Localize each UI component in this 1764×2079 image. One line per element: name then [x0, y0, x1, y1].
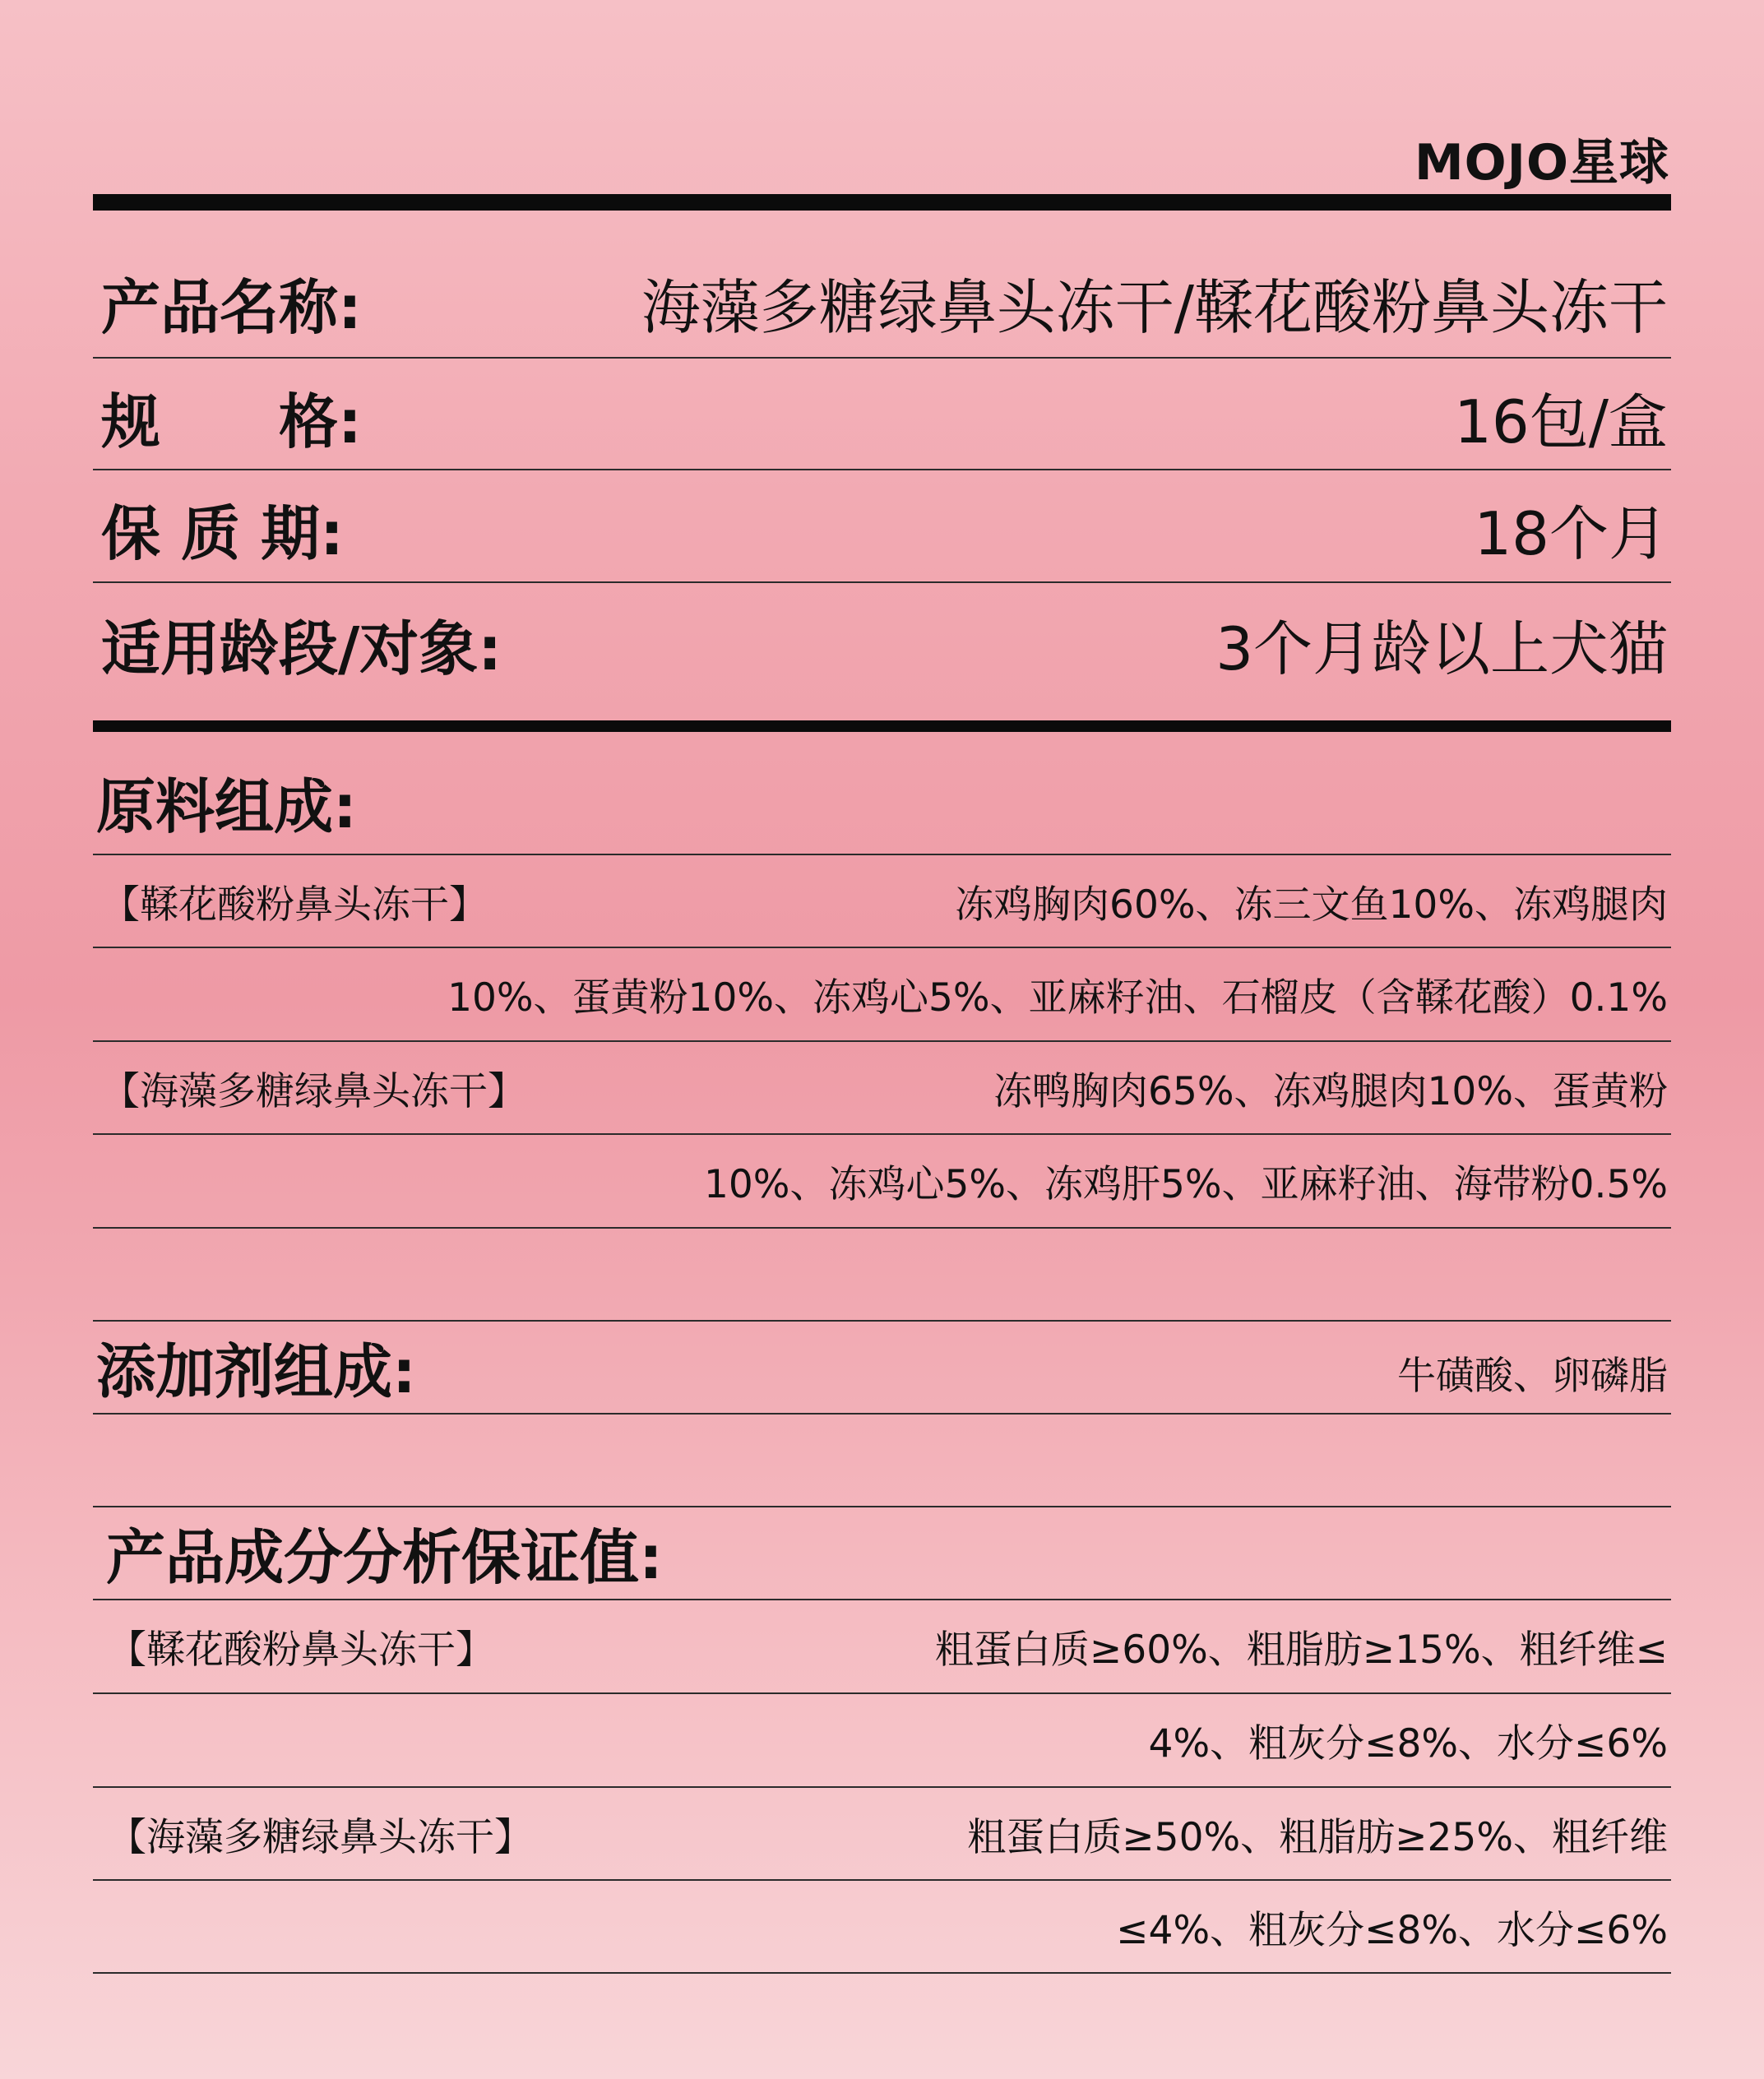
ingredient-product-label: 【鞣花酸粉鼻头冻干】 [101, 882, 488, 928]
ingredient-value: 冻鸭胸肉65%、冻鸡腿肉10%、蛋黄粉 [993, 1068, 1668, 1114]
section-title: 原料组成: [96, 772, 357, 841]
info-label: 产品名称: [101, 273, 362, 342]
info-row-target [93, 586, 1671, 701]
analysis-title-row [93, 1507, 1671, 1598]
analysis-row [93, 1881, 1671, 1973]
top-divider [93, 194, 1671, 211]
additives-row [93, 1322, 1671, 1412]
info-row-product-name [93, 245, 1671, 360]
analysis-product-label: 【鞣花酸粉鼻头冻干】 [108, 1627, 494, 1673]
info-row-shelf-life [93, 474, 1671, 584]
ingredient-row [93, 1135, 1671, 1227]
info-row-spec [93, 362, 1671, 472]
section-title: 添加剂组成: [96, 1337, 416, 1406]
ingredient-value: 冻鸡胸肉60%、冻三文鱼10%、冻鸡腿肉 [955, 882, 1668, 928]
divider [93, 469, 1671, 470]
analysis-value: 粗蛋白质≥60%、粗脂肪≥15%、粗纤维≤ [934, 1627, 1668, 1673]
divider [93, 581, 1671, 583]
additives-value: 牛磺酸、卵磷脂 [1397, 1353, 1668, 1399]
analysis-value: ≤4%、粗灰分≤8%、水分≤6% [1116, 1907, 1668, 1953]
analysis-row [93, 1694, 1671, 1786]
section-title: 产品成分分析保证值: [106, 1523, 663, 1592]
analysis-value: 粗蛋白质≥50%、粗脂肪≥25%、粗纤维 [967, 1814, 1668, 1860]
divider [93, 1972, 1671, 1974]
ingredient-row [93, 948, 1671, 1040]
ingredient-product-label: 【海藻多糖绿鼻头冻干】 [101, 1068, 526, 1114]
divider [93, 1227, 1671, 1229]
brand-logo-text: MOJO星球 [1414, 134, 1669, 192]
analysis-value: 4%、粗灰分≤8%、水分≤6% [1148, 1720, 1668, 1766]
analysis-row [93, 1600, 1671, 1692]
section-divider [93, 720, 1671, 732]
ingredient-row [93, 855, 1671, 947]
ingredients-title-row [93, 752, 1671, 851]
ingredient-row [93, 1042, 1671, 1134]
info-value: 18个月 [1474, 499, 1668, 568]
analysis-product-label: 【海藻多糖绿鼻头冻干】 [108, 1814, 533, 1860]
divider [93, 357, 1671, 359]
ingredient-value: 10%、冻鸡心5%、冻鸡肝5%、亚麻籽油、海带粉0.5% [704, 1161, 1668, 1207]
divider [93, 1413, 1671, 1415]
ingredient-value: 10%、蛋黄粉10%、冻鸡心5%、亚麻籽油、石榴皮（含鞣花酸）0.1% [447, 975, 1668, 1021]
analysis-row [93, 1788, 1671, 1880]
info-label: 适用龄段/对象: [101, 614, 502, 683]
info-value: 3个月龄以上犬猫 [1215, 614, 1668, 683]
info-value: 16包/盒 [1454, 387, 1668, 456]
info-value: 海藻多糖绿鼻头冻干/鞣花酸粉鼻头冻干 [641, 273, 1668, 342]
info-label: 保 质 期: [101, 499, 344, 568]
info-label: 规 格: [101, 387, 362, 456]
